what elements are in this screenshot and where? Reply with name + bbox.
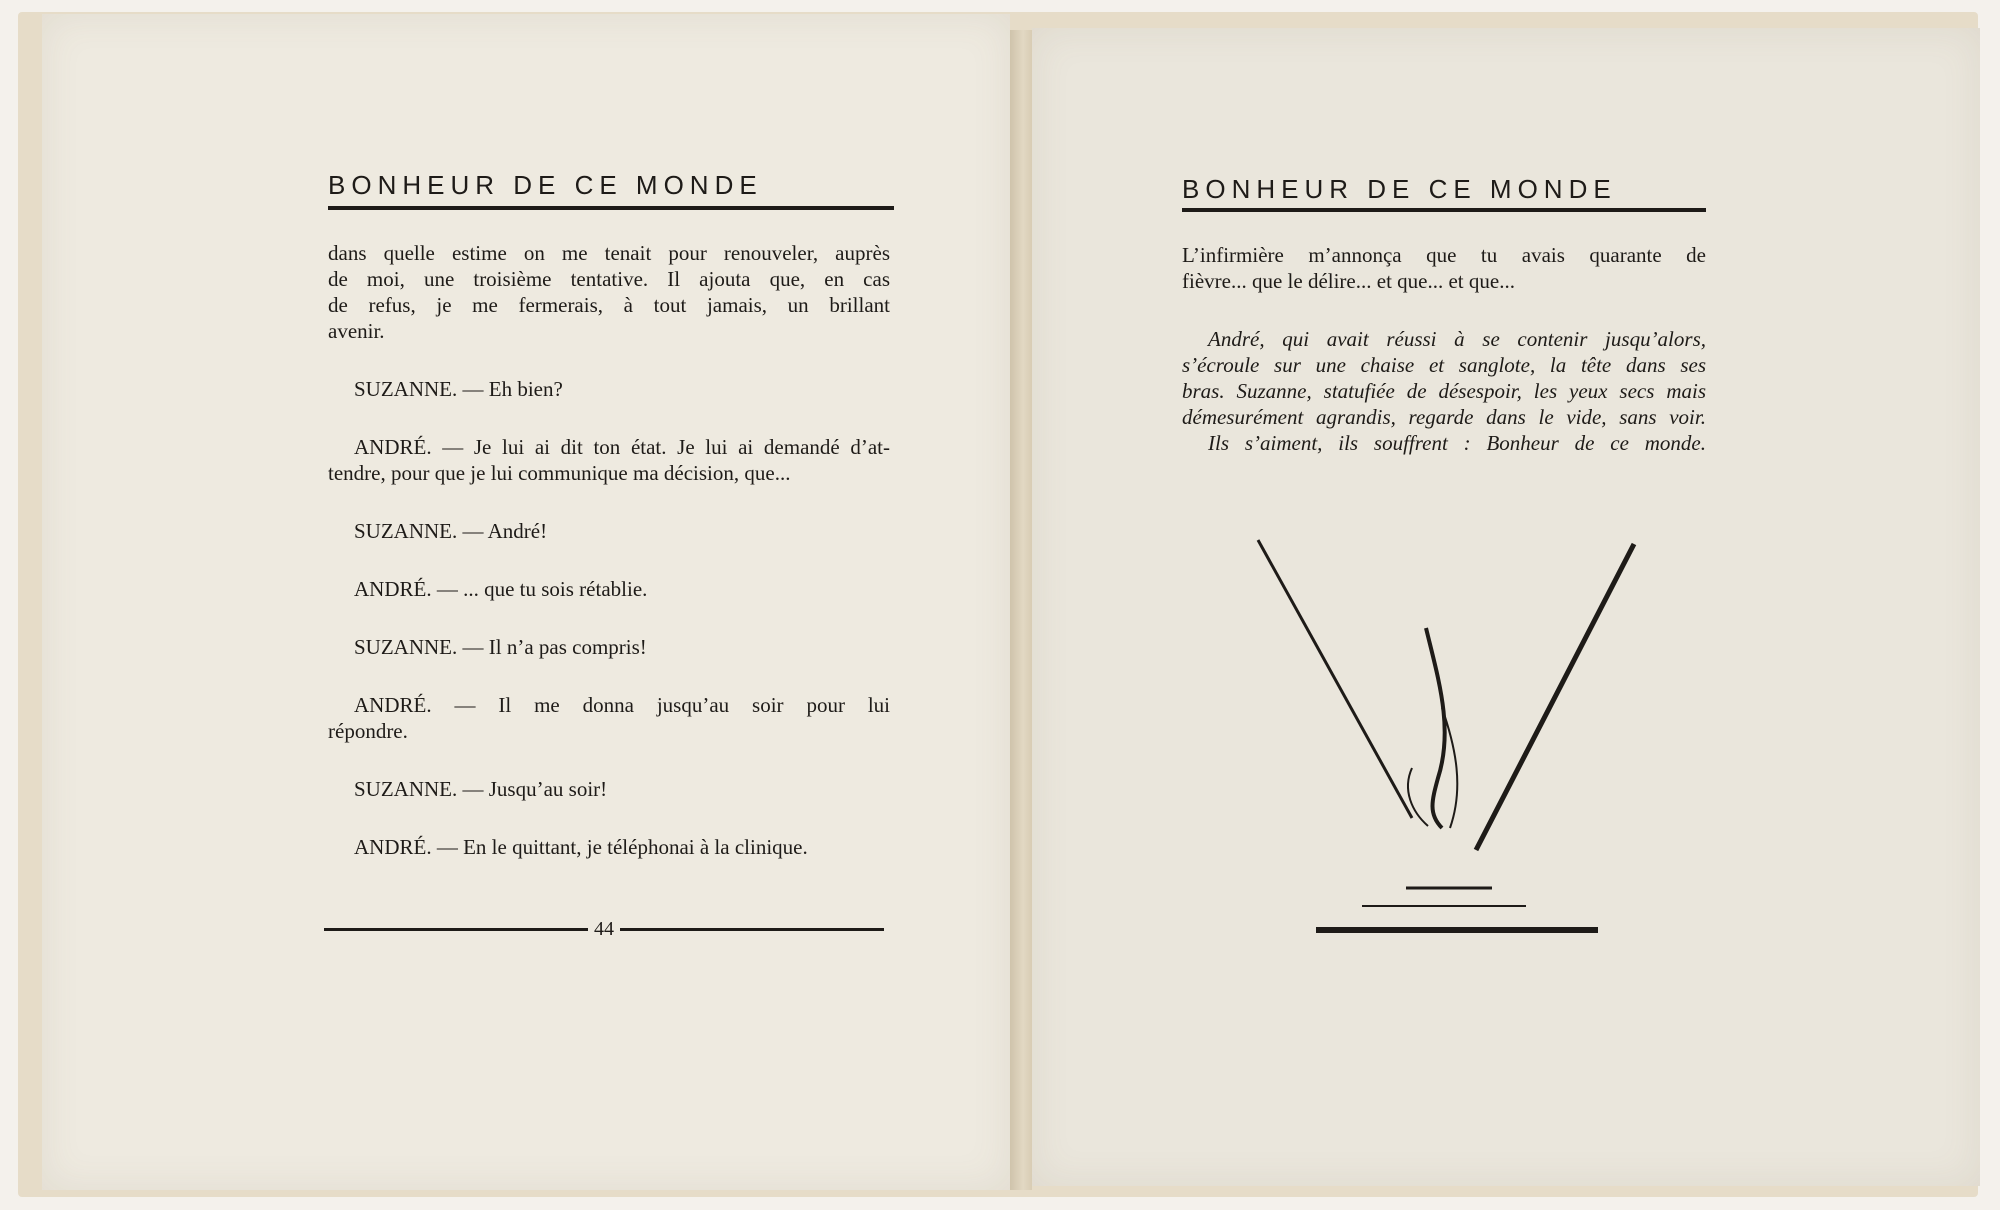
right-text-block <box>1182 242 1706 456</box>
dialogue-line <box>328 376 890 402</box>
speaker-name: SUZANNE. <box>354 777 458 801</box>
dialogue-line <box>328 518 890 544</box>
stage-direction-line: démesurément agrandis, regarde dans le vide, sans voir. <box>1182 405 1706 429</box>
dialogue-text: — ... que tu sois rétablie. <box>431 577 648 601</box>
folio-row <box>324 918 884 941</box>
speaker-name: SUZANNE. <box>354 377 458 401</box>
speaker-name: SUZANNE. <box>354 635 458 659</box>
dialogue-text: — Il me donna jusqu’au soir pour lui <box>431 693 890 717</box>
dialogue-text: — Je lui ai dit ton état. Je lui ai demandé d’at- <box>431 435 890 459</box>
dialogue-line <box>328 834 890 860</box>
dialogue-text: — André! <box>457 519 548 543</box>
dialogue-text: — Il n’a pas compris! <box>457 635 647 659</box>
left-line-1: dans quelle estime on me tenait pour renouveler, auprès <box>328 241 890 265</box>
stage-direction-line: s’écroule sur une chaise et sanglote, la tête dans ses <box>1182 353 1706 377</box>
dialogue-line <box>328 434 890 460</box>
folio-rule-left <box>324 928 588 931</box>
speaker-name: ANDRÉ. <box>354 435 432 459</box>
dialogue-line <box>328 576 890 602</box>
left-running-head: BONHEUR DE CE MONDE <box>328 170 763 200</box>
dialogue-continuation: tendre, pour que je lui communique ma décision, que... <box>328 461 791 485</box>
speaker-name: ANDRÉ. <box>354 577 432 601</box>
vignette-left-ray <box>1258 540 1412 818</box>
dialogue-line <box>328 634 890 660</box>
flame-vignette-illustration <box>1242 528 1662 948</box>
dialogue-line <box>328 692 890 718</box>
dialogue-text: — En le quittant, je téléphonai à la clinique. <box>431 835 808 859</box>
right-line-2: fièvre... que le délire... et que... et que... <box>1182 269 1515 293</box>
stage-direction-line: Ils s’aiment, ils souffrent : Bonheur de ce monde. <box>1208 431 1706 455</box>
speaker-name: SUZANNE. <box>354 519 458 543</box>
stage-direction-line: bras. Suzanne, statufiée de désespoir, les yeux secs mais <box>1182 379 1706 403</box>
left-head-rule <box>328 206 894 210</box>
speaker-name: ANDRÉ. <box>354 835 432 859</box>
dialogue-continuation: répondre. <box>328 719 408 743</box>
right-head-rule <box>1182 208 1706 212</box>
dialogue-text: — Eh bien? <box>457 377 563 401</box>
dialogue-text: — Jusqu’au soir! <box>457 777 608 801</box>
vignette-flame-main <box>1426 628 1445 828</box>
dialogue-line <box>328 776 890 802</box>
left-line-4: avenir. <box>328 319 385 343</box>
page-number: 44 <box>594 918 614 940</box>
left-line-3: de refus, je me fermerais, à tout jamais, un brillant <box>328 293 890 317</box>
right-running-head: BONHEUR DE CE MONDE <box>1182 174 1617 204</box>
left-text-block <box>328 240 890 860</box>
right-line-1: L’infirmière m’annonça que tu avais quarante de <box>1182 243 1706 267</box>
book-gutter <box>1010 30 1032 1190</box>
left-page <box>42 14 1010 1190</box>
vignette-right-ray <box>1476 544 1634 850</box>
speaker-name: ANDRÉ. <box>354 693 432 717</box>
right-page <box>1032 28 1980 1186</box>
stage-direction-line: André, qui avait réussi à se contenir jusqu’alors, <box>1208 327 1706 351</box>
folio-rule-right <box>620 928 884 931</box>
left-line-2: de moi, une troisième tentative. Il ajouta que, en cas <box>328 267 890 291</box>
